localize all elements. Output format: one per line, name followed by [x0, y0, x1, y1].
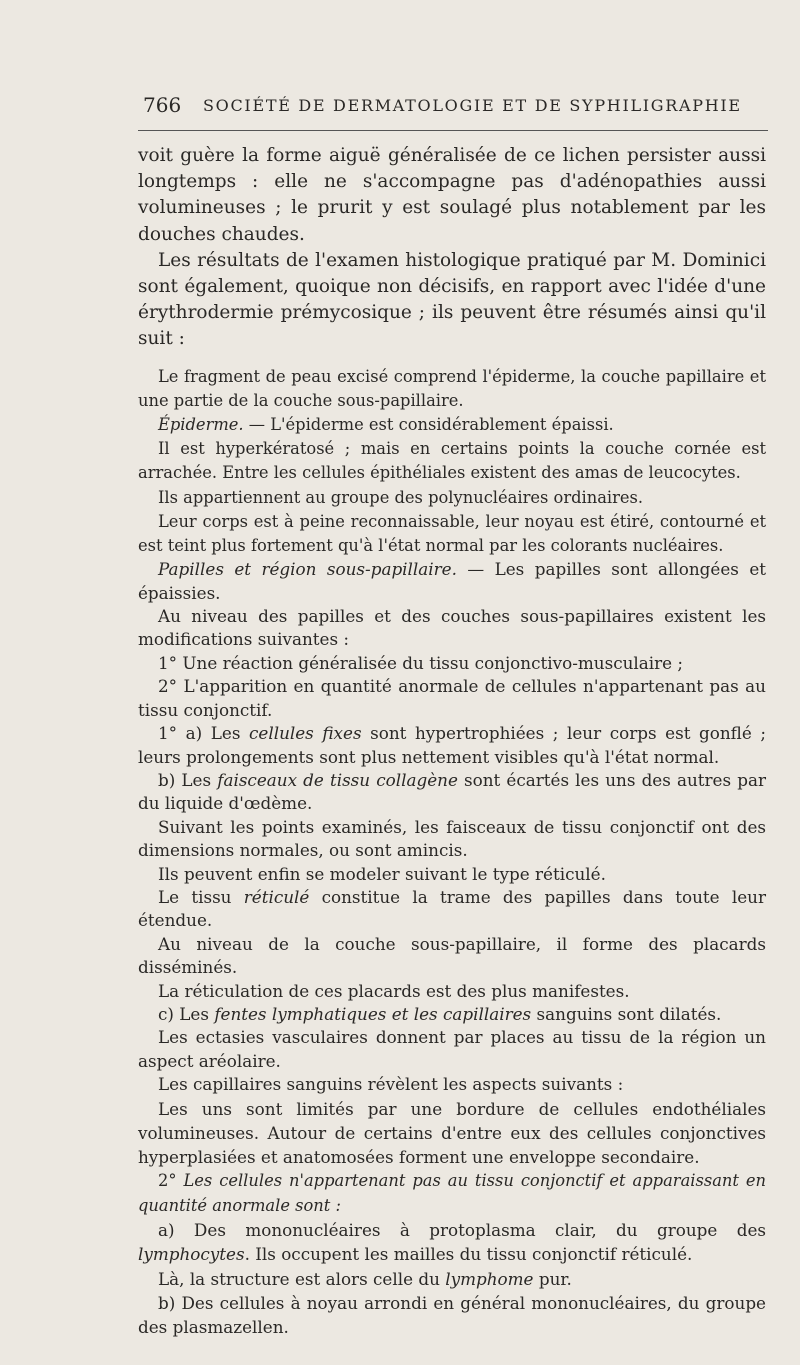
report-paragraph: Les uns sont limités par une bordure de cellules endothéliales volumineuses. Autour de certains d'entre eux des cellules conjonctives hyperplasiées et anatomosées forment une enveloppe secondaire. — [138, 1098, 766, 1168]
report-paragraph: 1° Une réaction généralisée du tissu conjonctivo-musculaire ; — [158, 652, 684, 673]
intro-section — [138, 143, 766, 353]
report-paragraph: 2° L'apparition en quantité anormale de cellules n'appartenant pas au tissu conjonctif. — [138, 676, 766, 720]
report-paragraph: Il est hyperkératosé ; mais en certains points la couche cornée est arrachée. Entre les cellules épithéliales existent des amas de leucocytes. — [138, 439, 766, 483]
report-paragraph: La réticulation de ces placards est des plus manifestes. — [158, 980, 630, 1001]
report-paragraph: Ils appartiennent au groupe des polynucléaires ordinaires. — [158, 487, 644, 507]
report-paragraph: Au niveau de la couche sous-papillaire, il forme des placards disséminés. — [138, 933, 766, 978]
report-paragraph: b) Des cellules à noyau arrondi en général mononucléaires, du groupe des plasmazellen. — [138, 1292, 766, 1338]
running-header — [143, 93, 765, 119]
report-paragraph: 2° Les cellules n'appartenant pas au tissu conjonctif et apparaissant en quantité anormale sont : — [138, 1171, 766, 1215]
report-paragraph: Suivant les points examinés, les faisceaux de tissu conjonctif ont des dimensions normales, ou sont amincis. — [138, 816, 766, 861]
report-paragraph: c) Les fentes lymphatiques et les capillaires sanguins sont dilatés. — [158, 1003, 722, 1024]
report-paragraph: Papilles et région sous-papillaire. — Les papilles sont allongées et épaissies. — [138, 559, 766, 603]
report-paragraph: Les capillaires sanguins révèlent les aspects suivants : — [158, 1074, 624, 1095]
report-paragraph: Épiderme. — L'épiderme est considérablement épaissi. — [158, 415, 614, 435]
histology-report — [138, 365, 766, 1340]
intro-paragraph: voit guère la forme aiguë généralisée de ce lichen persister aussi longtemps : elle ne s'accompagne pas d'adénopathies aussi volumineuses ; le prurit y est soulagé plus notablement par les douches chaudes. — [138, 145, 766, 245]
section-heading: Épiderme. — [158, 415, 244, 435]
report-paragraph: Là, la structure est alors celle du lymphome pur. — [158, 1268, 572, 1289]
header-rule — [138, 130, 768, 131]
report-paragraph: Au niveau des papilles et des couches sous-papillaires existent les modifications suivantes : — [138, 606, 766, 650]
report-paragraph: a) Des mononucléaires à protoplasma clair, du groupe des lymphocytes. Ils occupent les mailles du tissu conjonctif réticulé. — [138, 1220, 766, 1265]
running-title: SOCIÉTÉ DE DERMATOLOGIE ET DE SYPHILIGRAPHIE — [203, 96, 742, 115]
report-paragraph: Leur corps est à peine reconnaissable, leur noyau est étiré, contourné et est teint plus fortement qu'à l'état normal par les colorants nucléaires. — [138, 511, 766, 556]
page-number: 766 — [143, 93, 182, 117]
report-paragraph: b) Les faisceaux de tissu collagène sont écartés les uns des autres par du liquide d'œdème. — [138, 769, 766, 814]
report-paragraph: 1° a) Les cellules fixes sont hypertrophiées ; leur corps est gonflé ; leurs prolongements sont plus nettement visibles qu'à l'état normal. — [138, 723, 767, 767]
report-paragraph: Ils peuvent enfin se modeler suivant le type réticulé. — [158, 863, 606, 884]
report-paragraph: Le fragment de peau excisé comprend l'épiderme, la couche papillaire et une partie de la couche sous-papillaire. — [138, 366, 766, 410]
report-paragraph: Les ectasies vasculaires donnent par places au tissu de la région un aspect aréolaire. — [138, 1027, 766, 1071]
intro-paragraph: Les résultats de l'examen histologique pratiqué par M. Dominici sont également, quoique non décisifs, en rapport avec l'idée d'une érythrodermie prémycosique ; ils peuvent être résumés ainsi qu'il suit : — [138, 249, 766, 350]
section-heading: Papilles et région sous-papillaire. — [158, 559, 457, 580]
report-paragraph: Le tissu réticulé constitue la trame des papilles dans toute leur étendue. — [138, 886, 766, 931]
page-body — [138, 143, 766, 1340]
